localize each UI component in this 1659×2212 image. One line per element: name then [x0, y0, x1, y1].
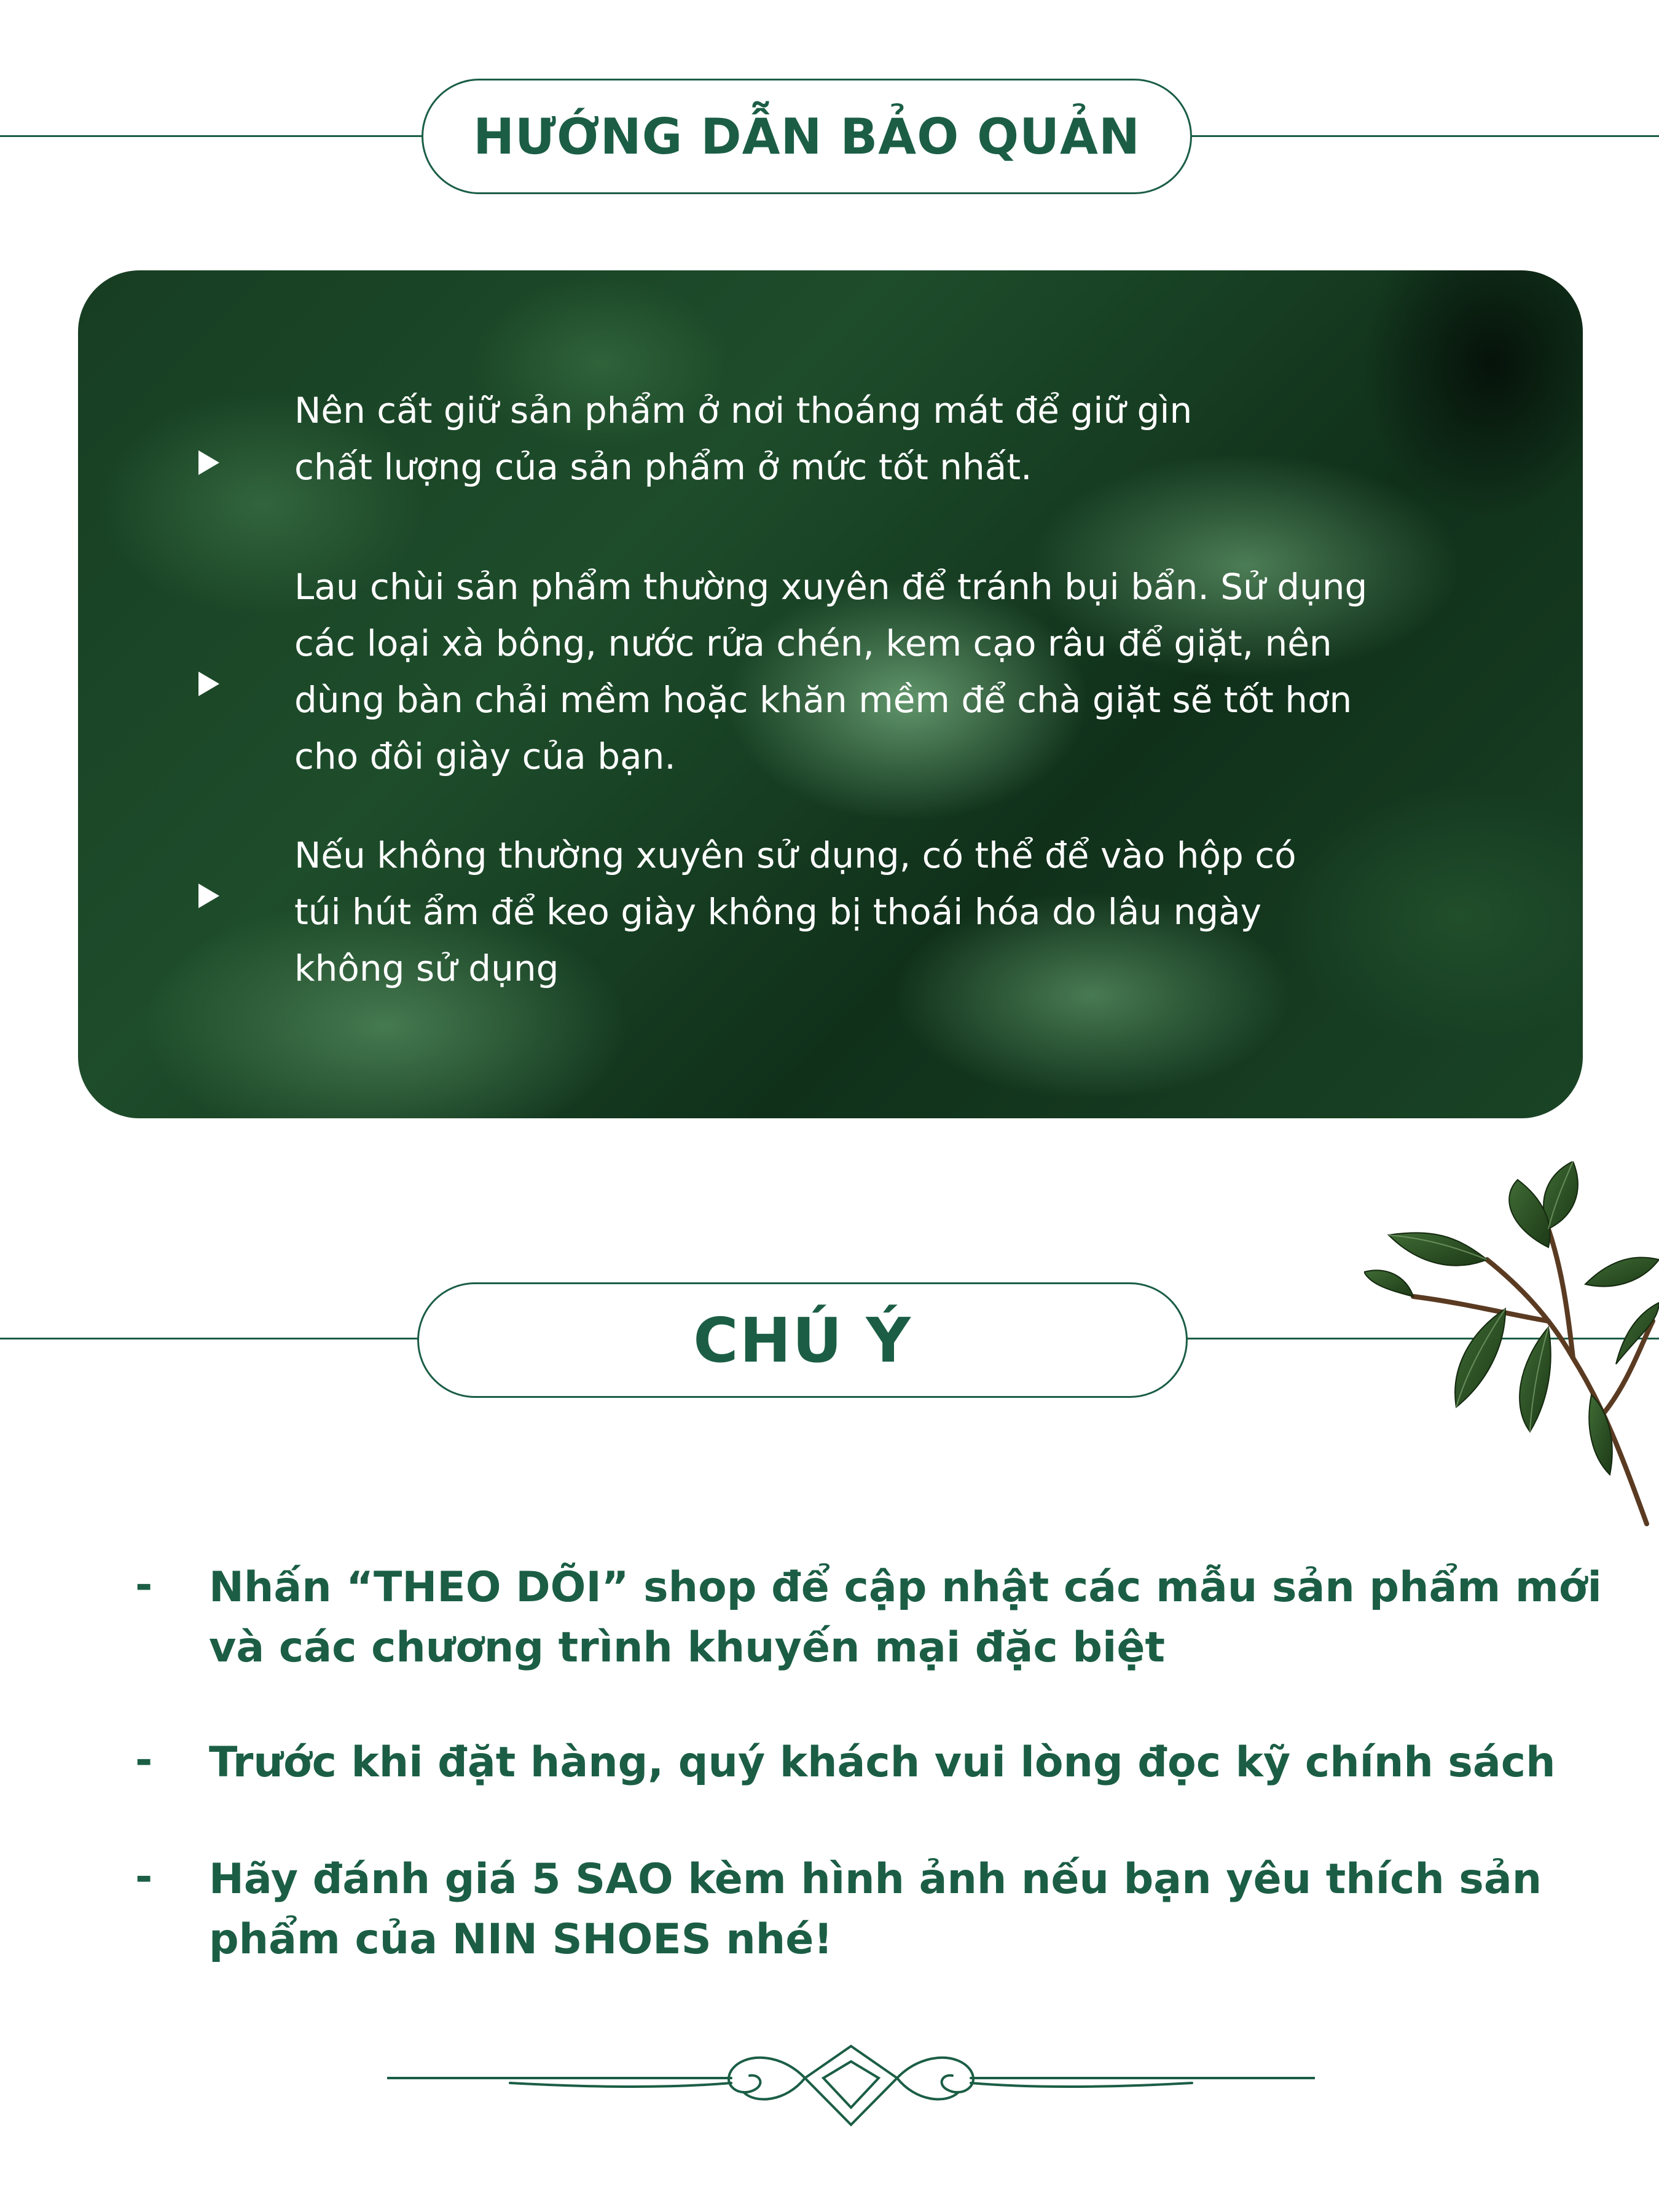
notice-item-1-line-1: Nhấn “THEO DÕI” shop để cập nhật các mẫu sản phẩm mới — [209, 1563, 1602, 1612]
notice-dash: - — [135, 1736, 153, 1784]
care-item-3-line-2: túi hút ẩm để keo giày không bị thoái hóa do lâu ngày — [294, 891, 1262, 933]
ornamental-divider-icon — [387, 2040, 1315, 2138]
notice-item-1 — [209, 1558, 1602, 1678]
notice-item-1-line-2: và các chương trình khuyến mại đặc biệt — [209, 1623, 1165, 1672]
care-item-1 — [294, 382, 1192, 495]
care-item-3-line-3: không sử dụng — [294, 947, 559, 989]
care-item-1-line-1: Nên cất giữ sản phẩm ở nơi thoáng mát để giữ gìn — [294, 390, 1193, 431]
notice-dash: - — [135, 1853, 153, 1901]
care-item-2-line-3: dùng bàn chải mềm hoặc khăn mềm để chà giặt sẽ tốt hơn — [294, 679, 1352, 721]
care-item-2 — [294, 559, 1367, 785]
header-rule-right — [1190, 135, 1659, 137]
care-item-1-line-2: chất lượng của sản phẩm ở mức tốt nhất. — [294, 446, 1032, 488]
section-title-notice: CHÚ Ý — [417, 1282, 1188, 1398]
care-item-3 — [294, 827, 1296, 997]
notice-item-3-line-1: Hãy đánh giá 5 SAO kèm hình ảnh nếu bạn yêu thích sản — [209, 1855, 1542, 1904]
notice-item-2-line-1: Trước khi đặt hàng, quý khách vui lòng đọc kỹ chính sách — [209, 1738, 1556, 1787]
notice-rule-left — [0, 1338, 419, 1339]
play-triangle-icon — [198, 884, 219, 908]
care-item-2-line-4: cho đôi giày của bạn. — [294, 735, 676, 777]
section-title-care: HƯỚNG DẪN BẢO QUẢN — [422, 79, 1192, 194]
notice-item-3 — [209, 1849, 1542, 1970]
header-rule-left — [0, 135, 424, 137]
notice-item-3-line-2: phẩm của NIN SHOES nhé! — [209, 1915, 833, 1964]
care-item-3-line-1: Nếu không thường xuyên sử dụng, có thể để vào hộp có — [294, 834, 1296, 876]
play-triangle-icon — [198, 450, 219, 475]
care-item-2-line-1: Lau chùi sản phẩm thường xuyên để tránh bụi bẩn. Sử dụng — [294, 566, 1368, 608]
leaf-branch-icon — [1364, 1161, 1659, 1530]
play-triangle-icon — [198, 672, 219, 696]
notice-item-2 — [209, 1733, 1556, 1793]
care-item-2-line-2: các loại xà bông, nước rửa chén, kem cạo râu để giặt, nên — [294, 622, 1332, 664]
notice-dash: - — [135, 1561, 153, 1609]
care-instructions-card — [78, 270, 1583, 1118]
